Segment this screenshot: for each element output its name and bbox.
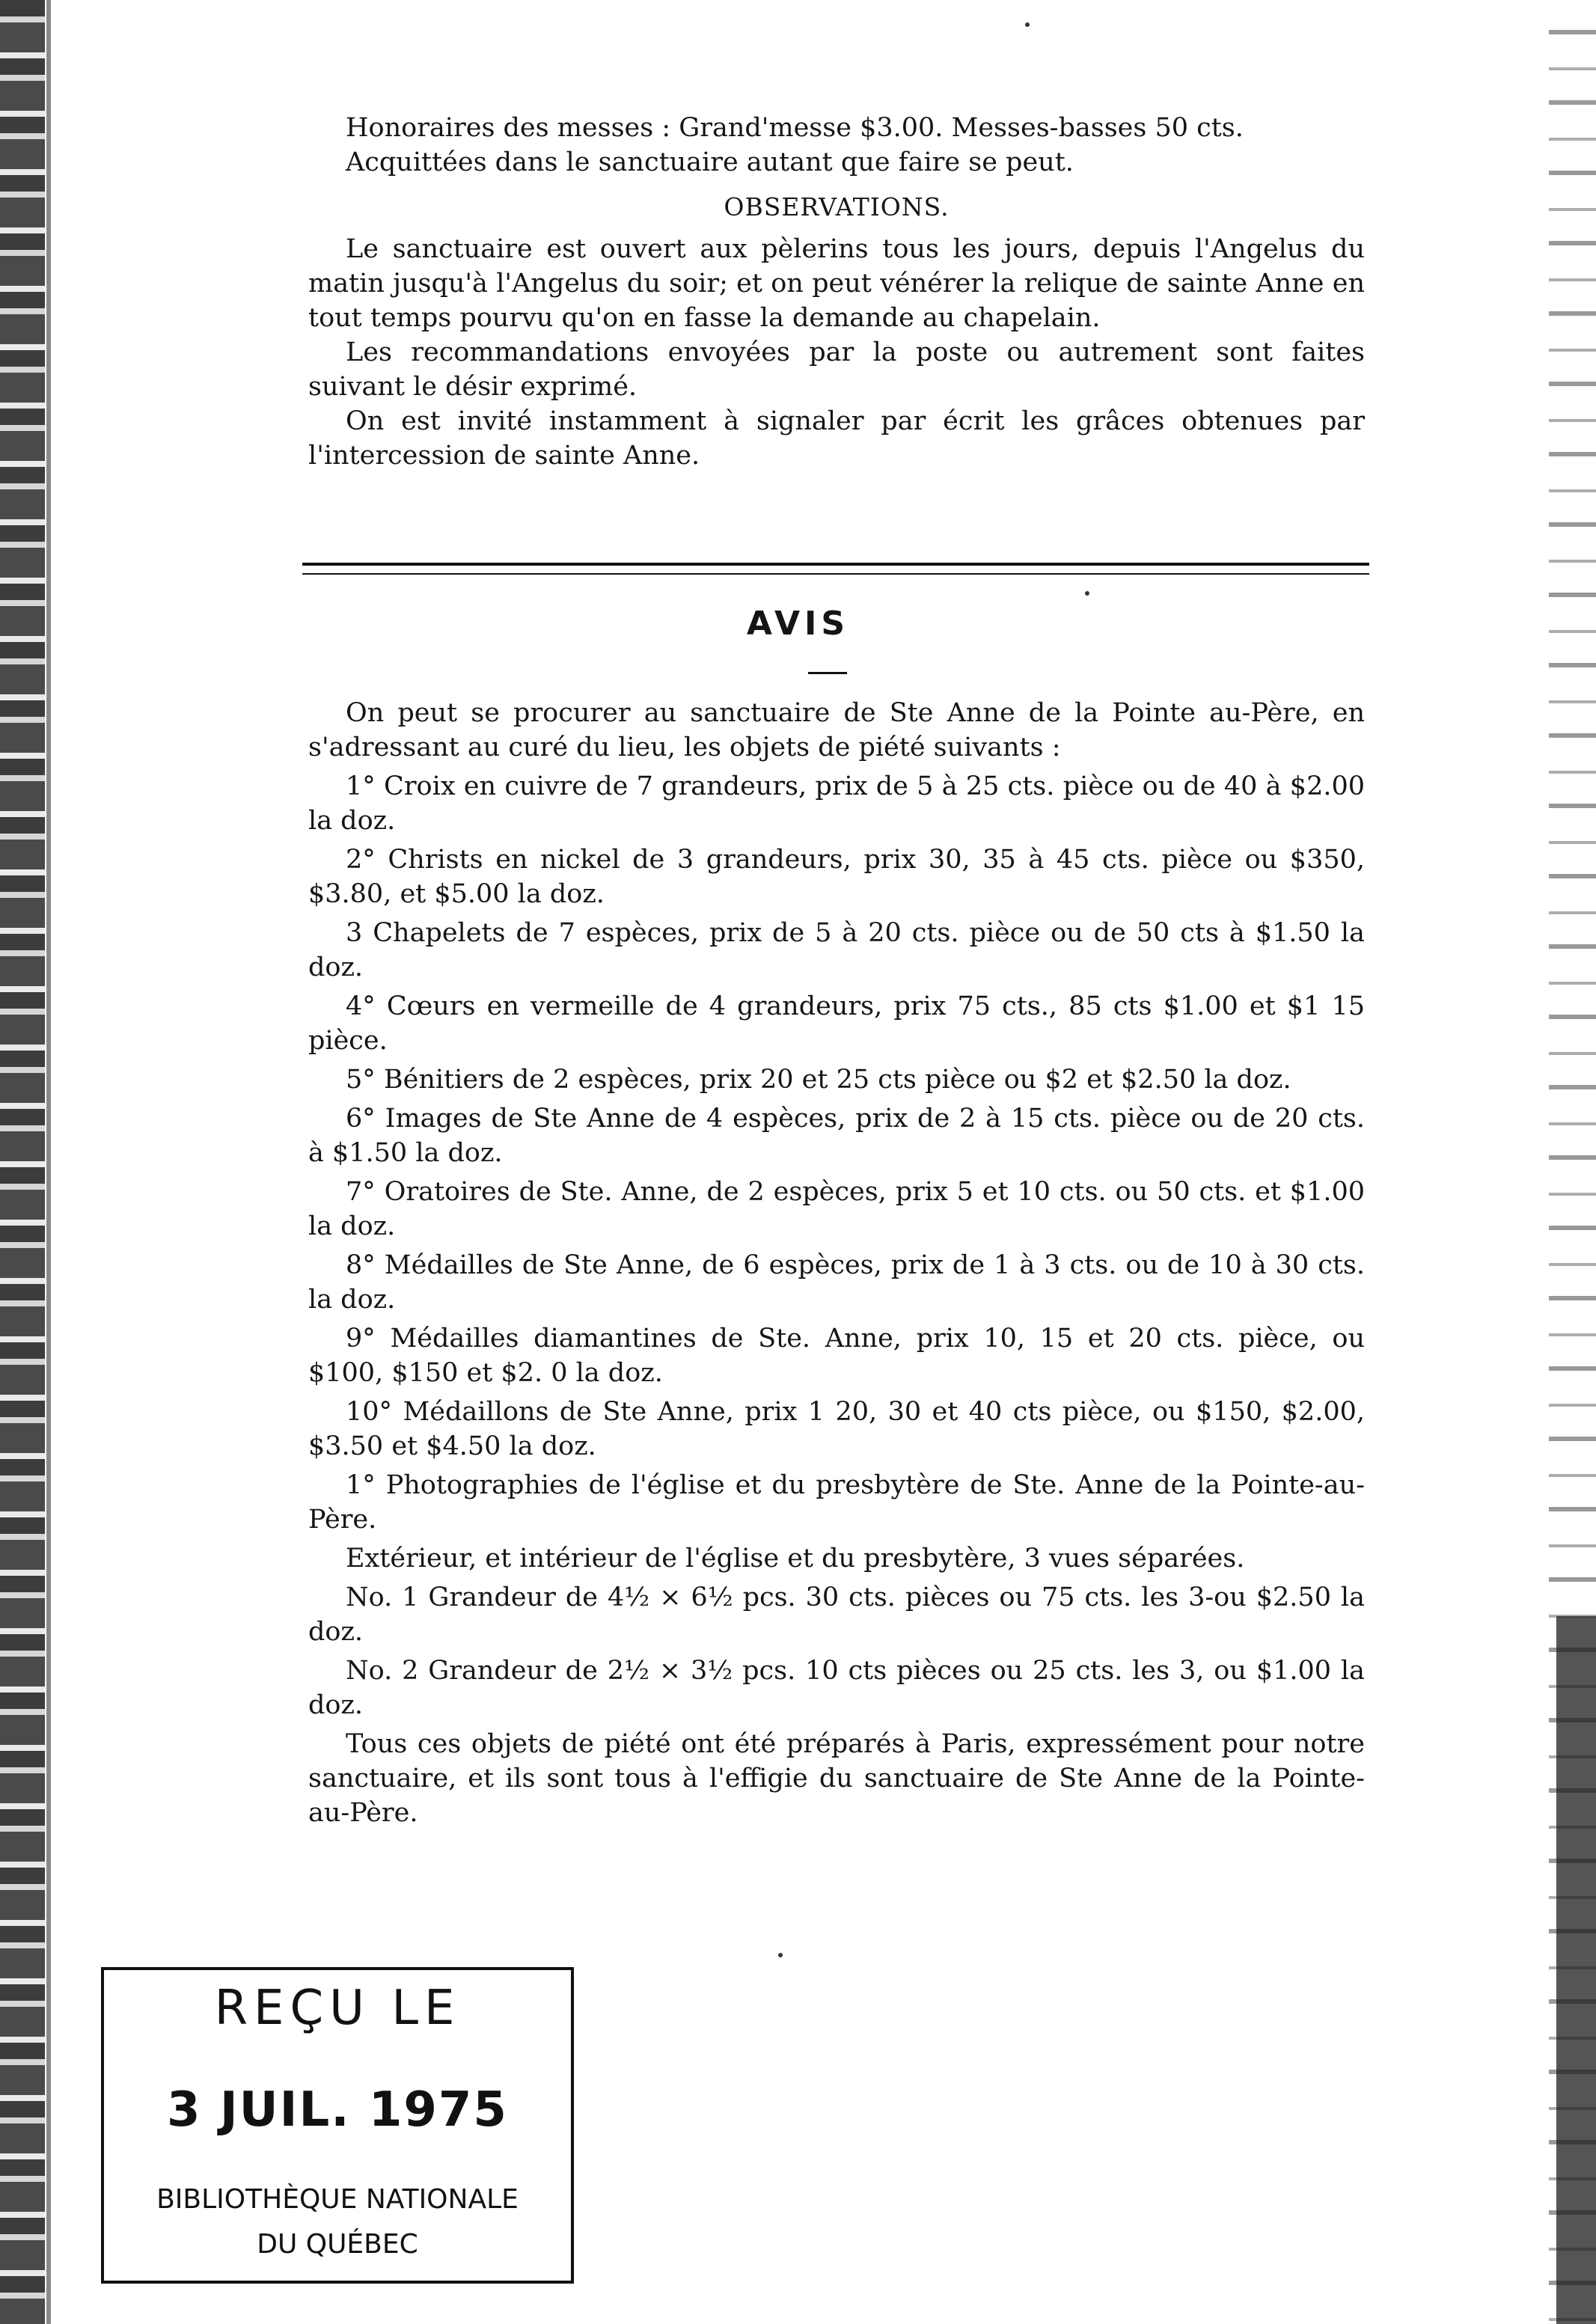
avis-item: 8° Médailles de Ste Anne, de 6 espèces, prix de 1 à 3 cts. ou de 10 à 30 cts. la doz. [308, 1250, 1365, 1315]
avis-item: 2° Christs en nickel de 3 grandeurs, prix 30, 35 à 45 cts. pièce ou $350, $3.80, et $5.00 la doz. [308, 845, 1365, 909]
exterieur-paragraph: Extérieur, et intérieur de l'église et du presbytère, 3 vues séparées. [346, 1544, 1245, 1574]
closing-paragraph: Tous ces objets de piété ont été préparés à Paris, expressément pour notre sanctuaire, et ils sont tous à l'effigie du sanctuaire de Ste Anne de la Pointe-au-Père. [308, 1729, 1365, 1828]
scan-speck [778, 1953, 783, 1957]
top-section [308, 111, 1365, 473]
photo-size-no-2: No. 2 Grandeur de 2½ × 3½ pcs. 10 cts pièces ou 25 cts. les 3, ou $1.00 la doz. [308, 1656, 1365, 1720]
avis-intro: On peut se procurer au sanctuaire de Ste Anne de la Pointe au-Père, en s'adressant au curé du lieu, les objets de piété suivants : [308, 698, 1365, 762]
avis-item: 7° Oratoires de Ste. Anne, de 2 espèces, prix 5 et 10 cts. ou 50 cts. et $1.00 la doz. [308, 1177, 1365, 1241]
avis-dash [808, 672, 847, 674]
double-rule-bottom [302, 573, 1369, 575]
stamp-bibliotheque: BIBLIOTHÈQUE NATIONALE [156, 2184, 519, 2215]
avis-item: 9° Médailles diamantines de Ste. Anne, prix 10, 15 et 20 cts. pièce, ou $100, $150 et $2. 0 la doz. [308, 1324, 1365, 1388]
honoraires-line-1: Honoraires des messes : Grand'messe $3.00. Messes-basses 50 cts. [346, 113, 1244, 143]
avis-item: 10° Médaillons de Ste Anne, prix 1 20, 30 et 40 cts pièce, ou $150, $2.00, $3.50 et $4.50 la doz. [308, 1397, 1365, 1461]
avis-item: 5° Bénitiers de 2 espèces, prix 20 et 25 cts pièce ou $2 et $2.50 la doz. [346, 1065, 1291, 1095]
scan-edge-right-dark [1556, 1616, 1596, 2324]
avis-heading: AVIS [746, 605, 850, 643]
library-stamp [101, 1967, 574, 2284]
scan-speck [1085, 591, 1089, 596]
double-rule-top [302, 563, 1369, 566]
scan-edge-left-line [46, 0, 51, 2324]
avis-item: 1° Croix en cuivre de 7 grandeurs, prix de 5 à 25 cts. pièce ou de 40 à $2.00 la doz. [308, 771, 1365, 836]
stamp-date: 3 JUIL. 1975 [167, 2082, 508, 2138]
avis-item: 6° Images de Ste Anne de 4 espèces, prix de 2 à 15 cts. pièce ou de 20 cts. à $1.50 la doz. [308, 1104, 1365, 1168]
observations-heading: OBSERVATIONS. [724, 192, 950, 221]
avis-item: 3 Chapelets de 7 espèces, prix de 5 à 20 cts. pièce ou de 50 cts à $1.50 la doz. [308, 918, 1365, 982]
observations-paragraph-2: Les recommandations envoyées par la poste ou autrement sont faites suivant le désir exprimé. [308, 337, 1365, 402]
observations-paragraph-1: Le sanctuaire est ouvert aux pèlerins tous les jours, depuis l'Angelus du matin jusqu'à l'Angelus du soir; et on peut vénérer la relique de sainte Anne en tout temps pourvu qu'on en fasse la demande au chapelain. [308, 234, 1365, 333]
scan-speck [1025, 22, 1030, 27]
stamp-du-quebec: DU QUÉBEC [257, 2229, 418, 2260]
observations-paragraph-3: On est invité instamment à signaler par écrit les grâces obtenues par l'intercession de sainte Anne. [308, 406, 1365, 471]
stamp-recu-le: REÇU LE [214, 1981, 461, 2036]
photo-size-no-1: No. 1 Grandeur de 4½ × 6½ pcs. 30 cts. pièces ou 75 cts. les 3-ou $2.50 la doz. [308, 1583, 1365, 1647]
avis-item: 1° Photographies de l'église et du presbytère de Ste. Anne de la Pointe-au-Père. [308, 1470, 1365, 1535]
honoraires-line-2: Acquittées dans le sanctuaire autant que faire se peut. [346, 147, 1074, 177]
scan-edge-left [0, 0, 45, 2324]
avis-item: 4° Cœurs en vermeille de 4 grandeurs, prix 75 cts., 85 cts $1.00 et $1 15 pièce. [308, 991, 1365, 1056]
avis-section [308, 696, 1365, 1830]
